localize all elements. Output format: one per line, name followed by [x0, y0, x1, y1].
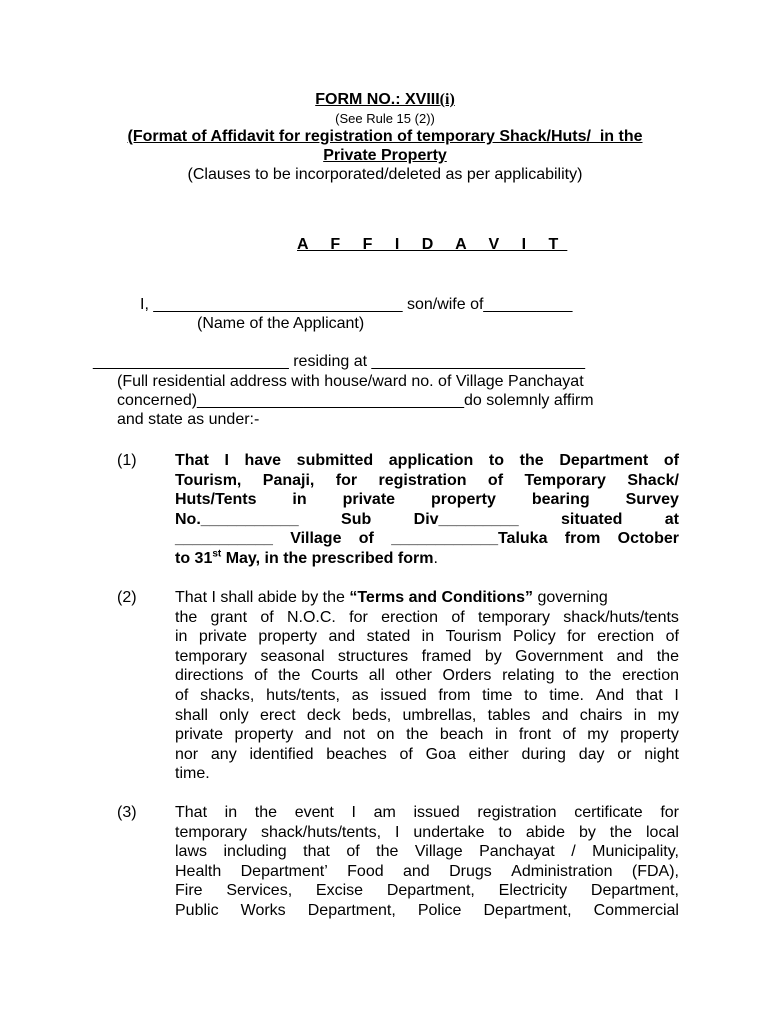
clause-2-line: the grant of N.O.C. for erection of temporary shack/huts/tents [175, 608, 679, 626]
clause-2-last-line: time. [175, 765, 210, 783]
clause-1-last-line: to 31st May, in the prescribed form. [175, 548, 438, 567]
clause-3-line: Public Works Department, Police Department, Commercial [175, 901, 679, 919]
address-caption-line1: (Full residential address with house/ward no. of Village Panchayat [117, 373, 584, 390]
clause-2-line: of shacks, huts/tents, as issued from time to time. And that I [175, 686, 679, 704]
residing-line: ______________________ residing at ________________________ [93, 353, 586, 370]
clause-1-text [175, 451, 679, 569]
clause-1-line: ___________ Village of ____________Taluka from October [175, 530, 679, 548]
clause-2-line: shall only erect deck beds, umbrellas, tables and chairs in my [175, 706, 679, 724]
clause-1-line: No.___________ Sub Div_________ situated at [175, 510, 679, 528]
address-caption-line3: and state as under:- [117, 411, 260, 428]
clause-2-line: in private property and stated in Tourism Policy for erection of [175, 628, 679, 646]
affidavit-title: A F F I D A V I T [297, 236, 568, 253]
clauses-note: (Clauses to be incorporated/deleted as per applicability) [187, 166, 583, 183]
clause-2-line: private property and not on the beach in front of my property [175, 726, 679, 744]
clause-3-line: laws including that of the Village Panchayat / Municipality, [175, 843, 679, 861]
clause-2-line: directions of the Courts all other Orders relating to the erection [175, 667, 679, 685]
clause-2-number: (2) [117, 589, 137, 606]
format-title-line2: Private Property [323, 147, 447, 164]
clause-3-line: Health Department’ Food and Drugs Administration (FDA), [175, 862, 679, 880]
applicant-line: I, ____________________________ son/wife of__________ [140, 296, 573, 313]
name-caption: (Name of the Applicant) [197, 315, 365, 332]
clause-3-number: (3) [117, 804, 137, 821]
clause-1-line: That I have submitted application to the Department of [175, 452, 679, 469]
clause-3-line: Fire Services, Excise Department, Electricity Department, [175, 882, 679, 900]
clause-2-line: That I shall abide by the “Terms and Conditions” governing [175, 589, 608, 606]
clause-3-line: temporary shack/huts/tents, I undertake to abide by the local [175, 823, 679, 841]
clause-3-text [175, 803, 679, 921]
clause-2-line: nor any identified beaches of Goa either during day or night [175, 745, 679, 763]
clause-2-text [175, 588, 679, 784]
address-caption-line2: concerned)______________________________do solemnly affirm [117, 392, 594, 409]
format-title-line1: (Format of Affidavit for registration of temporary Shack/Huts/ in the [127, 128, 643, 145]
clause-1-line: Huts/Tents in private property bearing Survey [175, 491, 679, 509]
clause-1-number: (1) [117, 452, 137, 469]
clause-2-line: temporary seasonal structures framed by Government and the [175, 647, 679, 665]
clause-3-line: That in the event I am issued registration certificate for [175, 804, 679, 821]
applicant-name-blank: ____________________________ [153, 296, 403, 313]
clause-1-line: Tourism, Panaji, for registration of Temporary Shack/ [175, 471, 679, 489]
form-number: FORM NO.: XVIII(i) [315, 91, 455, 108]
see-rule: (See Rule 15 (2)) [335, 111, 435, 126]
